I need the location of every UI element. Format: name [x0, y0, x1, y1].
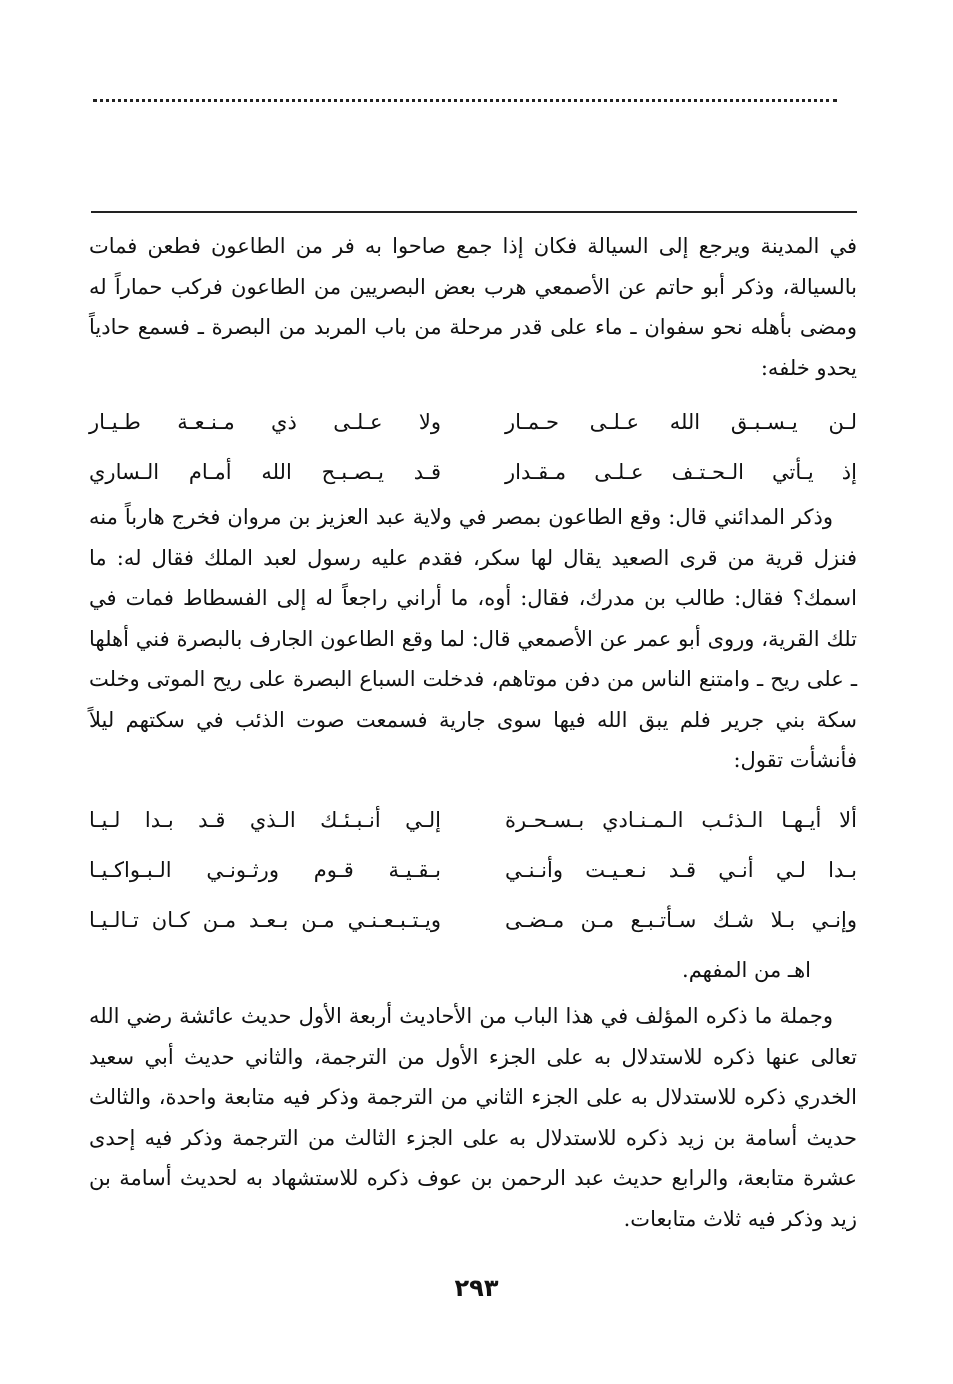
poem-1-verse-2: [89, 447, 857, 497]
header-solid-rule: [91, 211, 857, 213]
paragraph-3: وجملة ما ذكره المؤلف في هذا الباب من الأحاديث أربعة الأول حديث عائشة رضي الله تعالى عنها ذكره للاستدلال به على الجزء الأول من الترجمة، والثاني حديث أبي سعيد الخدري ذكره للاستدلال به على الجزء الثاني من الترجمة وذكر فيه متابعة واحدة، والثالث حديث أسامة بن زيد ذكره للاستدلال به على الجزء الثالث من الترجمة وذكر فيه إحدى عشرة متابعة، والرابع حديث عبد الرحمن بن عوف ذكره للاستشهاد به لحديث أسامة بن زيد وذكر فيه ثلاث متابعات.: [89, 1004, 857, 1231]
paragraph-2: وذكر المدائني قال: وقع الطاعون بمصر في ولاية عبد العزيز بن مروان فخرج هارباً منه فنزل قرية من قرى الصعيد يقال لها سكر، فقدم عليه رسول لعبد الملك فقال له: ما اسمك؟ فقال: طالب بن مدرك، فقال: أوه، ما أراني راجعاً له إلى الفسطاط فمات في تلك القرية، وروى أبو عمر عن الأصمعي قال: لما وقع الطاعون الجارف بالبصرة فني أهلها ـ على ريح ـ وامتنع الناس من دفن موتاهم، فدخلت السباع البصرة على ريح الموتى وخلت سكة بني جرير فلم يبق الله فيها سوى جارية فسمعت صوت الذئب في سكتهم ليلاً فأنشأت تقول:: [89, 505, 857, 772]
verse-first-hemistich: بـدا لـي أنـي قـد نـعـيـت وأنـنـي: [505, 858, 857, 882]
citation-line: اهـ من المفهم.: [682, 958, 811, 982]
poem-2-verse-2: [89, 845, 857, 895]
verse-first-hemistich: لـن يـسـبـق الله عـلـى حـمـار: [505, 410, 857, 434]
verse-first-hemistich: ألا أيـهـا الـذئـب الـمـنـادي بـسـحـرة: [505, 808, 857, 832]
page-number: ٢٩٣: [454, 1274, 499, 1302]
verse-first-hemistich: إذ يـأتي الـحـتـف عـلـى مـقـدار: [505, 460, 857, 484]
poem-2-verse-1: [89, 795, 857, 845]
verse-second-hemistich: إلـي أنـبـئـك الـذي قـد بـدا لـيـا: [89, 808, 441, 832]
poem-1: [89, 397, 857, 497]
poem-2-verse-3: [89, 895, 857, 945]
paragraph-1: في المدينة ويرجع إلى السيالة فكان إذا جمع صاحوا به فر من الطاعون فطعن فمات بالسيالة، وذكر أبو حاتم عن الأصمعي هرب بعض البصريين من الطاعون فركب حماراً له ومضى بأهله نحو سفوان ـ ماء على قدر مرحلة من باب المربد من البصرة ـ فسمع حادياً يحدو خلفه:: [89, 234, 857, 380]
verse-first-hemistich: وإنـي بـلا شـك سـأتـبـع مـن مـضـى: [505, 908, 857, 932]
poem-2: [89, 795, 857, 945]
poem-1-verse-1: [89, 397, 857, 447]
verse-second-hemistich: ويـتـبـعـنـي مـن بـعـد مـن كـان تـالـيـا: [89, 908, 441, 932]
header-dotted-rule: [93, 99, 837, 102]
verse-second-hemistich: بـقـيـة قـوم ورثـونـي الـبـواكـيـا: [89, 858, 441, 882]
verse-second-hemistich: ولا عـلـى ذي مـنـعـة طـيـار: [89, 410, 441, 434]
verse-second-hemistich: قـد يـصـبـح الله أمـام الـساري: [89, 460, 441, 484]
